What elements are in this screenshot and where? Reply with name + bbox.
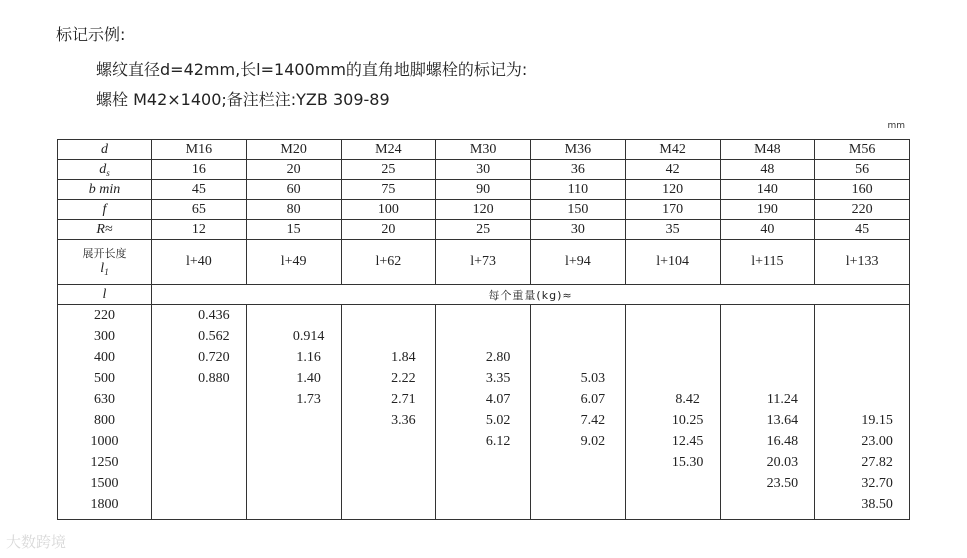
size-cell: M48 [720,140,815,160]
weight-value [152,389,246,410]
weight-value [531,347,625,368]
r-cell: 20 [341,220,436,240]
weight-value: 19.15 [861,413,893,428]
length-value: 800 [94,413,115,428]
f-cell: 120 [436,200,531,220]
weight-value [436,473,530,494]
label-f: f [58,200,152,220]
label-b-min: b min [58,180,152,200]
weight-value [626,305,720,326]
size-cell: M56 [815,140,910,160]
weight-value [815,368,909,389]
bolt-spec-table [57,139,910,520]
weight-value [247,452,341,473]
row-d [58,140,910,160]
weight-value [247,473,341,494]
r-cell: 25 [436,220,531,240]
r-cell: 30 [531,220,626,240]
weight-value [152,494,246,515]
ds-cell: 16 [152,160,247,180]
length-value: 220 [94,308,115,323]
length-value: 1000 [90,434,119,449]
r-cell: 45 [815,220,910,240]
weight-value: 1.84 [391,350,416,365]
weight-value [342,473,436,494]
f-cell: 170 [625,200,720,220]
weight-value [626,347,720,368]
ds-cell: 25 [341,160,436,180]
weight-value [721,326,815,347]
weight-value: 11.24 [766,392,798,407]
weight-value: 3.36 [391,413,416,428]
weight-value [436,452,530,473]
row-r [58,220,910,240]
weight-value: 8.42 [675,392,700,407]
weight-value [152,431,246,452]
weight-value [342,452,436,473]
weight-value [815,347,909,368]
weight-value: 0.880 [198,371,230,386]
f-cell: 150 [531,200,626,220]
weight-value: 12.45 [671,434,704,449]
r-cell: 35 [625,220,720,240]
label-d: d [58,140,152,160]
label-l: l [58,285,152,305]
weight-value: 13.64 [766,413,799,428]
weight-col-m30 [436,305,531,520]
f-cell: 220 [815,200,910,220]
f-cell: 80 [246,200,341,220]
f-cell: 65 [152,200,247,220]
weight-value [152,473,246,494]
weight-value [531,326,625,347]
weight-value [815,305,909,326]
weight-value: 0.562 [198,329,230,344]
weight-value [626,368,720,389]
weight-col-m42 [625,305,720,520]
weight-value: 2.80 [485,350,511,365]
weight-value: 0.720 [198,350,230,365]
weight-value [815,326,909,347]
f-cell: 100 [341,200,436,220]
weight-value [721,368,815,389]
weight-value: 20.03 [766,455,799,470]
label-ds: $d_s$ [58,160,152,180]
ds-cell: 42 [625,160,720,180]
size-cell: M24 [341,140,436,160]
unit-label: mm [887,121,905,131]
weight-value [531,452,625,473]
row-l1 [58,240,910,285]
size-cell: M30 [436,140,531,160]
b-cell: 140 [720,180,815,200]
weight-value: 27.82 [861,455,893,470]
weight-value [436,494,530,515]
weight-value [815,389,909,410]
weight-value [436,305,530,326]
weight-header: 每个重量(kg)≈ [152,285,910,305]
weight-value: 1.16 [296,350,321,365]
weight-value: 7.42 [580,413,606,428]
weight-value: 2.22 [391,371,416,386]
weight-value [152,410,246,431]
row-f [58,200,910,220]
weight-col-m16 [152,305,247,520]
row-ds [58,160,910,180]
weight-value: 3.35 [485,371,511,386]
b-cell: 160 [815,180,910,200]
weight-value: 9.02 [580,434,606,449]
ds-cell: 20 [246,160,341,180]
weight-value: 23.50 [766,476,799,491]
weight-value: 5.03 [580,371,606,386]
l1-cell: l+49 [246,240,341,285]
length-value: 500 [94,371,115,386]
weight-value: 1.40 [296,371,321,386]
weight-value: 38.50 [861,497,893,512]
size-cell: M36 [531,140,626,160]
weight-value [531,473,625,494]
b-cell: 90 [436,180,531,200]
label-l1-symbol: $l_1$ [100,261,109,277]
b-cell: 45 [152,180,247,200]
weight-value: 4.07 [485,392,511,407]
weight-value: 6.12 [485,434,511,449]
size-cell: M42 [625,140,720,160]
weight-col-m36 [531,305,626,520]
weight-value [152,452,246,473]
ds-cell: 30 [436,160,531,180]
weight-value [247,410,341,431]
weight-value [436,326,530,347]
weight-value [531,494,625,515]
weight-value: 15.30 [671,455,704,470]
weight-value [342,326,436,347]
l1-cell: l+40 [152,240,247,285]
length-value: 630 [94,392,115,407]
l1-cell: l+133 [815,240,910,285]
weight-value [342,431,436,452]
weight-value: 0.914 [292,329,325,344]
ds-cell: 56 [815,160,910,180]
weight-value: 10.25 [671,413,704,428]
l1-cell: l+104 [625,240,720,285]
l1-cell: l+115 [720,240,815,285]
weight-value: 1.73 [296,392,321,407]
weight-col-m20 [246,305,341,520]
b-cell: 75 [341,180,436,200]
length-list [58,305,152,520]
weight-value: 16.48 [766,434,799,449]
weight-value [247,305,341,326]
label-r: R≈ [58,220,152,240]
weight-col-m24 [341,305,436,520]
b-cell: 110 [531,180,626,200]
weight-value [721,347,815,368]
size-cell: M16 [152,140,247,160]
example-marking: 螺栓 M42×1400;备注栏注:YZB 309-89 [96,90,390,109]
weight-col-m48 [720,305,815,520]
weight-value [247,494,341,515]
ds-cell: 36 [531,160,626,180]
weight-value [626,473,720,494]
row-weights [58,305,910,520]
f-cell: 190 [720,200,815,220]
l1-cell: l+62 [341,240,436,285]
weight-value [342,305,436,326]
length-value: 1500 [90,476,119,491]
weight-value: 0.436 [198,308,230,323]
weight-col-m56 [815,305,910,520]
label-l1-zh: 展开长度 [82,247,127,260]
size-cell: M20 [246,140,341,160]
weight-value: 2.71 [391,392,416,407]
weight-value [721,305,815,326]
b-cell: 120 [625,180,720,200]
weight-value [626,494,720,515]
r-cell: 40 [720,220,815,240]
l1-cell: l+94 [531,240,626,285]
r-cell: 15 [246,220,341,240]
watermark-logo: 大数跨境 [6,533,67,551]
label-l1 [58,240,152,285]
row-l-header [58,285,910,305]
length-value: 300 [94,329,115,344]
example-title: 标记示例: [56,25,126,44]
example-description: 螺纹直径d=42mm,长l=1400mm的直角地脚螺栓的标记为: [96,60,528,79]
row-b-min [58,180,910,200]
r-cell: 12 [152,220,247,240]
l1-cell: l+73 [436,240,531,285]
weight-value: 6.07 [580,392,606,407]
weight-value [531,305,625,326]
weight-value [342,494,436,515]
b-cell: 60 [246,180,341,200]
weight-value: 5.02 [485,413,511,428]
weight-value [626,326,720,347]
weight-value: 23.00 [861,434,893,449]
weight-value [721,494,815,515]
weight-value [247,431,341,452]
length-value: 1800 [90,497,119,512]
length-value: 1250 [90,455,119,470]
ds-cell: 48 [720,160,815,180]
length-value: 400 [94,350,115,365]
weight-value: 32.70 [861,476,893,491]
